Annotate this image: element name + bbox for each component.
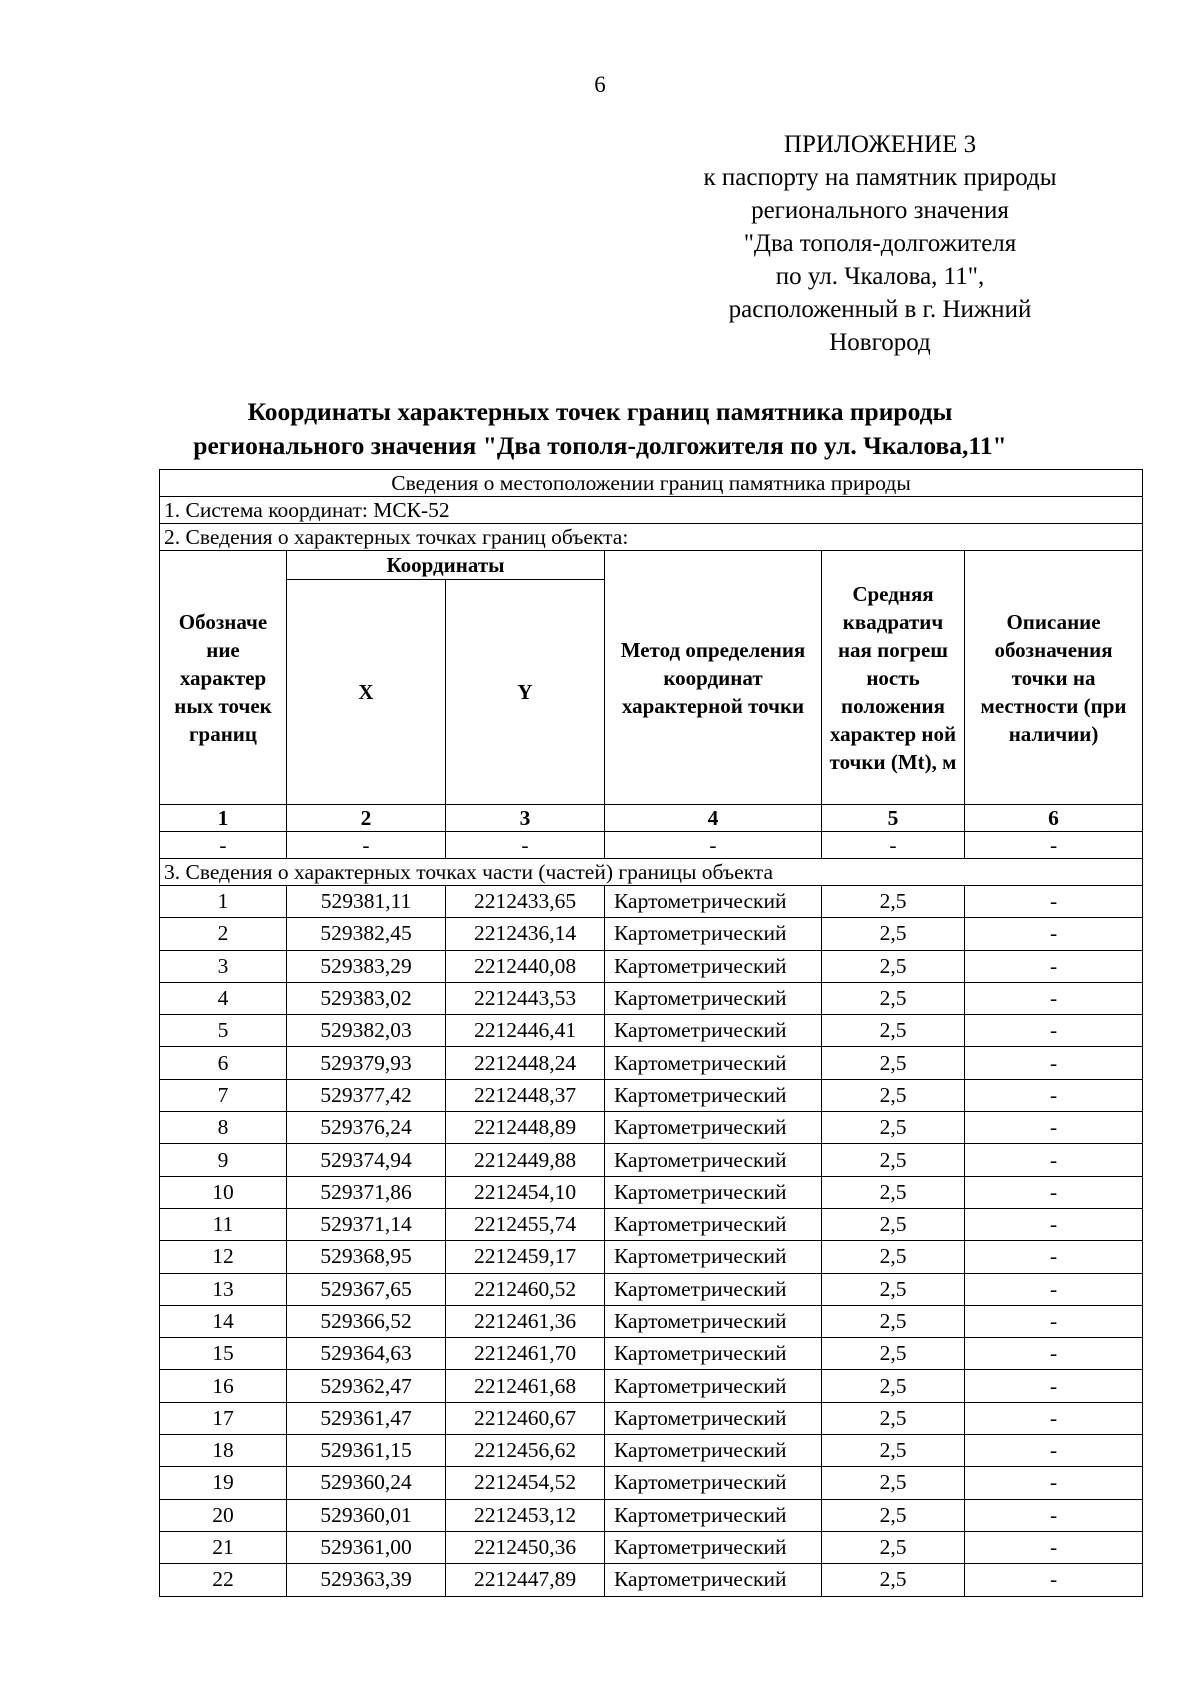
empty-cell: -	[160, 832, 287, 859]
point-number-cell: 13	[160, 1273, 287, 1305]
method-cell: Картометрический	[605, 1305, 822, 1337]
description-cell: -	[965, 1564, 1143, 1596]
appendix-line: по ул. Чкалова, 11",	[775, 263, 985, 290]
table-row	[160, 1241, 1143, 1273]
table-row	[160, 1079, 1143, 1111]
appendix-line: регионального значения	[751, 197, 1009, 224]
coordinate-x-cell: 529367,65	[287, 1273, 446, 1305]
method-cell: Картометрический	[605, 1531, 822, 1563]
coordinate-y-cell: 2212450,36	[446, 1531, 605, 1563]
coordinate-x-cell: 529383,02	[287, 982, 446, 1014]
header-description: Описание обозначения точки на местности (при наличии)	[965, 551, 1143, 805]
method-cell: Картометрический	[605, 950, 822, 982]
coordinate-x-cell: 529361,47	[287, 1402, 446, 1434]
header-coordinates: Координаты	[287, 551, 605, 580]
point-number-cell: 10	[160, 1176, 287, 1208]
coordinate-y-cell: 2212446,41	[446, 1015, 605, 1047]
point-number-cell: 12	[160, 1241, 287, 1273]
description-cell: -	[965, 1402, 1143, 1434]
table-row	[160, 886, 1143, 918]
method-cell: Картометрический	[605, 1015, 822, 1047]
description-cell: -	[965, 1079, 1143, 1111]
method-cell: Картометрический	[605, 1467, 822, 1499]
coordinate-y-cell: 2212443,53	[446, 982, 605, 1014]
coordinate-y-cell: 2212456,62	[446, 1435, 605, 1467]
coordinate-x-cell: 529366,52	[287, 1305, 446, 1337]
coordinate-x-cell: 529361,00	[287, 1531, 446, 1563]
column-number: 5	[822, 805, 965, 832]
coordinate-y-cell: 2212448,89	[446, 1112, 605, 1144]
coordinate-y-cell: 2212455,74	[446, 1208, 605, 1240]
coordinate-y-cell: 2212433,65	[446, 886, 605, 918]
coordinate-x-cell: 529381,11	[287, 886, 446, 918]
title-line-2: регионального значения "Два тополя-долгожителя по ул. Чкалова,11"	[193, 431, 1007, 460]
coordinate-system-row	[160, 497, 1143, 524]
coordinate-x-cell: 529363,39	[287, 1564, 446, 1596]
point-number-cell: 5	[160, 1015, 287, 1047]
point-number-cell: 19	[160, 1467, 287, 1499]
description-cell: -	[965, 1273, 1143, 1305]
coordinate-y-cell: 2212440,08	[446, 950, 605, 982]
description-cell: -	[965, 1047, 1143, 1079]
appendix-header	[660, 128, 1100, 359]
point-number-cell: 21	[160, 1531, 287, 1563]
coordinate-x-cell: 529371,14	[287, 1208, 446, 1240]
coordinate-y-cell: 2212454,52	[446, 1467, 605, 1499]
coordinate-x-cell: 529382,45	[287, 918, 446, 950]
coordinate-x-cell: 529362,47	[287, 1370, 446, 1402]
method-cell: Картометрический	[605, 1208, 822, 1240]
table-caption: Сведения о местоположении границ памятника природы	[160, 470, 1143, 497]
column-number: 4	[605, 805, 822, 832]
coordinate-x-cell: 529368,95	[287, 1241, 446, 1273]
table-row	[160, 1370, 1143, 1402]
method-cell: Картометрический	[605, 1241, 822, 1273]
empty-cell: -	[287, 832, 446, 859]
point-number-cell: 3	[160, 950, 287, 982]
error-value-cell: 2,5	[822, 1402, 965, 1434]
coordinate-y-cell: 2212461,68	[446, 1370, 605, 1402]
description-cell: -	[965, 1531, 1143, 1563]
point-number-cell: 11	[160, 1208, 287, 1240]
header-point-designation: Обозначе ние характер ных точек границ	[160, 551, 287, 805]
section3-row	[160, 859, 1143, 886]
coordinate-y-cell: 2212436,14	[446, 918, 605, 950]
coordinate-y-cell: 2212453,12	[446, 1499, 605, 1531]
error-value-cell: 2,5	[822, 1241, 965, 1273]
point-number-cell: 14	[160, 1305, 287, 1337]
error-value-cell: 2,5	[822, 1467, 965, 1499]
coordinate-x-cell: 529374,94	[287, 1144, 446, 1176]
table-row	[160, 1402, 1143, 1434]
section2-row	[160, 524, 1143, 551]
method-cell: Картометрический	[605, 1273, 822, 1305]
table-row	[160, 1047, 1143, 1079]
description-cell: -	[965, 1112, 1143, 1144]
description-cell: -	[965, 1338, 1143, 1370]
coordinate-x-cell: 529379,93	[287, 1047, 446, 1079]
coordinate-x-cell: 529383,29	[287, 950, 446, 982]
description-cell: -	[965, 1241, 1143, 1273]
table-row	[160, 1499, 1143, 1531]
description-cell: -	[965, 1435, 1143, 1467]
method-cell: Картометрический	[605, 886, 822, 918]
description-cell: -	[965, 1467, 1143, 1499]
table-row	[160, 1273, 1143, 1305]
error-value-cell: 2,5	[822, 1047, 965, 1079]
description-cell: -	[965, 1144, 1143, 1176]
method-cell: Картометрический	[605, 1144, 822, 1176]
point-number-cell: 8	[160, 1112, 287, 1144]
section2-title: 2. Сведения о характерных точках границ объекта:	[160, 524, 1143, 551]
coordinate-x-cell: 529377,42	[287, 1079, 446, 1111]
description-cell: -	[965, 982, 1143, 1014]
point-number-cell: 20	[160, 1499, 287, 1531]
error-value-cell: 2,5	[822, 1305, 965, 1337]
point-number-cell: 9	[160, 1144, 287, 1176]
coordinate-y-cell: 2212459,17	[446, 1241, 605, 1273]
point-number-cell: 17	[160, 1402, 287, 1434]
page-number: 6	[594, 72, 606, 97]
coordinate-y-cell: 2212461,36	[446, 1305, 605, 1337]
table-row	[160, 1176, 1143, 1208]
appendix-line: "Два тополя-долгожителя	[743, 230, 1017, 257]
description-cell: -	[965, 918, 1143, 950]
description-cell: -	[965, 1176, 1143, 1208]
coordinate-y-cell: 2212460,52	[446, 1273, 605, 1305]
method-cell: Картометрический	[605, 1112, 822, 1144]
coordinate-x-cell: 529360,01	[287, 1499, 446, 1531]
header-x: X	[287, 580, 446, 805]
point-number-cell: 6	[160, 1047, 287, 1079]
point-number-cell: 2	[160, 918, 287, 950]
column-number-row	[160, 805, 1143, 832]
header-row	[160, 551, 1143, 580]
description-cell: -	[965, 950, 1143, 982]
coordinate-y-cell: 2212449,88	[446, 1144, 605, 1176]
table-row	[160, 1467, 1143, 1499]
coordinate-x-cell: 529361,15	[287, 1435, 446, 1467]
coordinate-y-cell: 2212461,70	[446, 1338, 605, 1370]
column-number: 2	[287, 805, 446, 832]
error-value-cell: 2,5	[822, 1176, 965, 1208]
table-row	[160, 982, 1143, 1014]
appendix-line: ПРИЛОЖЕНИЕ 3	[783, 131, 977, 158]
point-number-cell: 18	[160, 1435, 287, 1467]
method-cell: Картометрический	[605, 1402, 822, 1434]
error-value-cell: 2,5	[822, 1079, 965, 1111]
error-value-cell: 2,5	[822, 950, 965, 982]
coordinates-table	[159, 469, 1143, 1597]
error-value-cell: 2,5	[822, 1435, 965, 1467]
method-cell: Картометрический	[605, 1435, 822, 1467]
table-row	[160, 1208, 1143, 1240]
empty-cell: -	[965, 832, 1143, 859]
description-cell: -	[965, 1305, 1143, 1337]
coordinate-x-cell: 529382,03	[287, 1015, 446, 1047]
error-value-cell: 2,5	[822, 1370, 965, 1402]
coordinate-x-cell: 529360,24	[287, 1467, 446, 1499]
coordinate-x-cell: 529371,86	[287, 1176, 446, 1208]
description-cell: -	[965, 1499, 1143, 1531]
error-value-cell: 2,5	[822, 1112, 965, 1144]
coordinate-y-cell: 2212448,37	[446, 1079, 605, 1111]
error-value-cell: 2,5	[822, 1015, 965, 1047]
empty-cell: -	[605, 832, 822, 859]
error-value-cell: 2,5	[822, 1564, 965, 1596]
coordinate-x-cell: 529364,63	[287, 1338, 446, 1370]
method-cell: Картометрический	[605, 982, 822, 1014]
error-value-cell: 2,5	[822, 1499, 965, 1531]
method-cell: Картометрический	[605, 1176, 822, 1208]
point-number-cell: 16	[160, 1370, 287, 1402]
table-caption-row	[160, 470, 1143, 497]
empty-cell: -	[822, 832, 965, 859]
method-cell: Картометрический	[605, 1047, 822, 1079]
error-value-cell: 2,5	[822, 1144, 965, 1176]
document-title	[0, 395, 1200, 463]
error-value-cell: 2,5	[822, 1531, 965, 1563]
header-error: Средняя квадратич ная погреш ность положения характер ной точки (Mt), м	[822, 551, 965, 805]
coordinate-y-cell: 2212447,89	[446, 1564, 605, 1596]
table-row	[160, 1305, 1143, 1337]
point-number-cell: 15	[160, 1338, 287, 1370]
point-number-cell: 1	[160, 886, 287, 918]
error-value-cell: 2,5	[822, 918, 965, 950]
method-cell: Картометрический	[605, 1370, 822, 1402]
method-cell: Картометрический	[605, 1338, 822, 1370]
header-y: Y	[446, 580, 605, 805]
table-row	[160, 1564, 1143, 1596]
column-number: 6	[965, 805, 1143, 832]
method-cell: Картометрический	[605, 1079, 822, 1111]
point-number-cell: 22	[160, 1564, 287, 1596]
point-number-cell: 4	[160, 982, 287, 1014]
description-cell: -	[965, 886, 1143, 918]
description-cell: -	[965, 1015, 1143, 1047]
table-row	[160, 1435, 1143, 1467]
table-row	[160, 918, 1143, 950]
section3-title: 3. Сведения о характерных точках части (частей) границы объекта	[160, 859, 1143, 886]
column-number: 1	[160, 805, 287, 832]
error-value-cell: 2,5	[822, 1208, 965, 1240]
appendix-line: к паспорту на памятник природы	[703, 164, 1057, 191]
error-value-cell: 2,5	[822, 886, 965, 918]
table-row	[160, 1338, 1143, 1370]
column-number: 3	[446, 805, 605, 832]
coordinate-x-cell: 529376,24	[287, 1112, 446, 1144]
appendix-line: расположенный в г. Нижний	[728, 296, 1032, 323]
description-cell: -	[965, 1370, 1143, 1402]
description-cell: -	[965, 1208, 1143, 1240]
method-cell: Картометрический	[605, 918, 822, 950]
error-value-cell: 2,5	[822, 982, 965, 1014]
coordinate-y-cell: 2212460,67	[446, 1402, 605, 1434]
header-method: Метод определения координат характерной точки	[605, 551, 822, 805]
error-value-cell: 2,5	[822, 1338, 965, 1370]
point-number-cell: 7	[160, 1079, 287, 1111]
table-row	[160, 950, 1143, 982]
table-row	[160, 1015, 1143, 1047]
method-cell: Картометрический	[605, 1499, 822, 1531]
coordinate-y-cell: 2212454,10	[446, 1176, 605, 1208]
table-row	[160, 1531, 1143, 1563]
coordinate-system: 1. Система координат: МСК-52	[160, 497, 1143, 524]
empty-cell: -	[446, 832, 605, 859]
method-cell: Картометрический	[605, 1564, 822, 1596]
empty-row	[160, 832, 1143, 859]
table-row	[160, 1144, 1143, 1176]
error-value-cell: 2,5	[822, 1273, 965, 1305]
coordinate-y-cell: 2212448,24	[446, 1047, 605, 1079]
title-line-1: Координаты характерных точек границ памятника природы	[247, 397, 953, 426]
appendix-line: Новгород	[829, 329, 931, 356]
table-row	[160, 1112, 1143, 1144]
